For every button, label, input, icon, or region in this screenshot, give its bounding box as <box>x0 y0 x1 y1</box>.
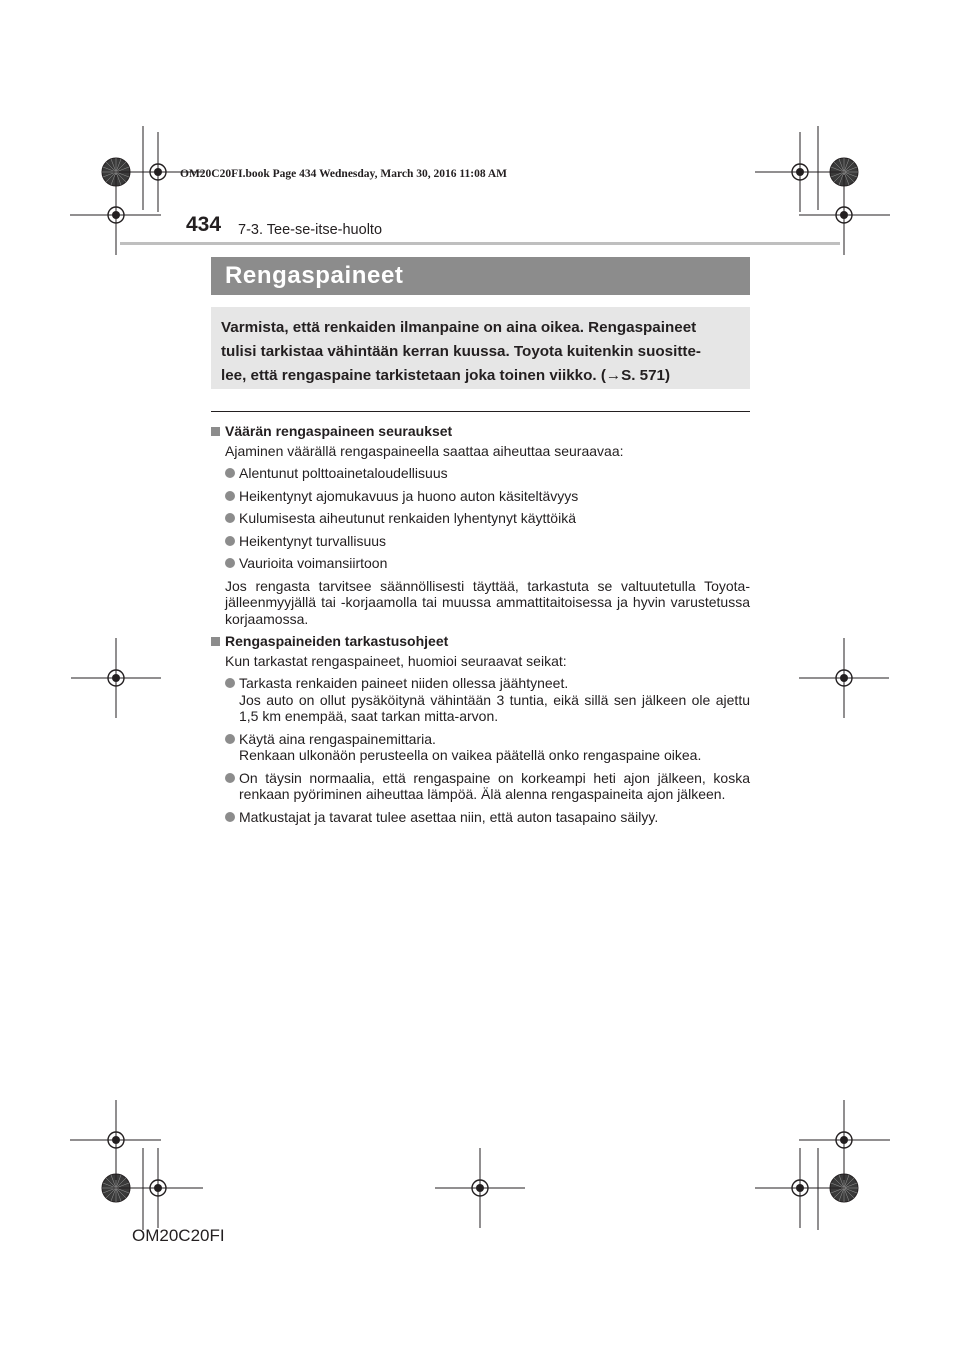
bullet-dot-icon <box>225 536 235 546</box>
intro-box <box>211 307 750 389</box>
list-item: Käytä aina rengaspainemittaria. Renkaan ulkonäön perusteella on vaikea päätellä onko rengaspaine oikea. <box>211 731 750 764</box>
square-bullet-icon <box>211 637 220 646</box>
intro-line: tulisi tarkistaa vähintään kerran kuussa. Toyota kuitenkin suositte- <box>221 343 701 360</box>
list-item: Matkustajat ja tavarat tulee asettaa niin, että auton tasapaino säilyy. <box>211 809 750 826</box>
intro-line: Varmista, että renkaiden ilmanpaine on aina oikea. Rengaspaineet <box>221 319 697 336</box>
bullet-dot-icon <box>225 468 235 478</box>
paragraph: Ajaminen väärällä rengaspaineella saattaa aiheuttaa seuraavaa: <box>225 442 624 459</box>
list-item: Heikentynyt turvallisuus <box>211 533 750 550</box>
list-item: On täysin normaalia, että rengaspaine on korkeampi heti ajon jälkeen, koska renkaan pyöriminen aiheuttaa lämpöä. Älä alenna rengaspaineita ajon jälkeen. <box>211 770 750 803</box>
crosshair-mark <box>799 1100 889 1180</box>
list-item: Kulumisesta aiheutunut renkaiden lyhentynyt käyttöikä <box>211 510 750 527</box>
crosshair-mark <box>799 638 889 718</box>
list-item: Alentunut polttoainetaloudellisuus <box>211 465 750 482</box>
list-item: Tarkasta renkaiden paineet niiden ollessa jäähtyneet. Jos auto on ollut pysäköitynä vähintään 3 tuntia, eikä sillä sen jälkeen ole ajettu 1,5 km enempää, saat tarkan mitta-arvon. <box>211 675 750 725</box>
crosshair-mark <box>113 1148 203 1228</box>
list-item: Heikentynyt ajomukavuus ja huono auton käsiteltävyys <box>211 488 750 505</box>
crosshair-mark <box>755 1148 845 1228</box>
subheading: Rengaspaineiden tarkastusohjeet <box>211 633 750 650</box>
paragraph: Kun tarkastat rengaspaineet, huomioi seuraavat seikat: <box>225 652 567 669</box>
page-number: 434 <box>186 213 222 236</box>
crosshair-mark <box>435 1148 525 1228</box>
crosshair-mark <box>755 132 845 212</box>
bullet-dot-icon <box>225 734 235 744</box>
main-content <box>211 420 750 825</box>
header-rule <box>120 242 840 245</box>
crosshair-mark <box>71 1100 161 1180</box>
list-item: Vaurioita voimansiirtoon <box>211 555 750 572</box>
bullet-dot-icon <box>225 513 235 523</box>
bullet-dot-icon <box>225 812 235 822</box>
footer-code: OM20C20FI <box>132 1226 225 1245</box>
subheading: Väärän rengaspaineen seuraukset <box>211 423 750 440</box>
intro-line: lee, että rengaspaine tarkistetaan joka toinen viikko. (→S. 571) <box>221 367 671 384</box>
page-title: Rengaspaineet <box>225 262 404 289</box>
bullet-dot-icon <box>225 678 235 688</box>
title-bar <box>211 257 750 295</box>
bullet-dot-icon <box>225 491 235 501</box>
intro-text <box>221 316 743 388</box>
paragraph: Jos rengasta tarvitsee säännöllisesti täyttää, tarkastuta se valtuutetulla Toyota-jälleenmyyjällä tai -korjaamolla tai muussa ammattitaitoisessa ja hyvin varustetussa korjaamossa. <box>225 577 750 627</box>
bullet-dot-icon <box>225 773 235 783</box>
square-bullet-icon <box>211 427 220 436</box>
bullet-dot-icon <box>225 558 235 568</box>
crosshair-mark <box>71 638 161 718</box>
section-divider <box>211 411 750 412</box>
book-info-line: OM20C20FI.book Page 434 Wednesday, March 30, 2016 11:08 AM <box>180 168 508 180</box>
section-title: 7-3. Tee-se-itse-huolto <box>238 222 383 238</box>
